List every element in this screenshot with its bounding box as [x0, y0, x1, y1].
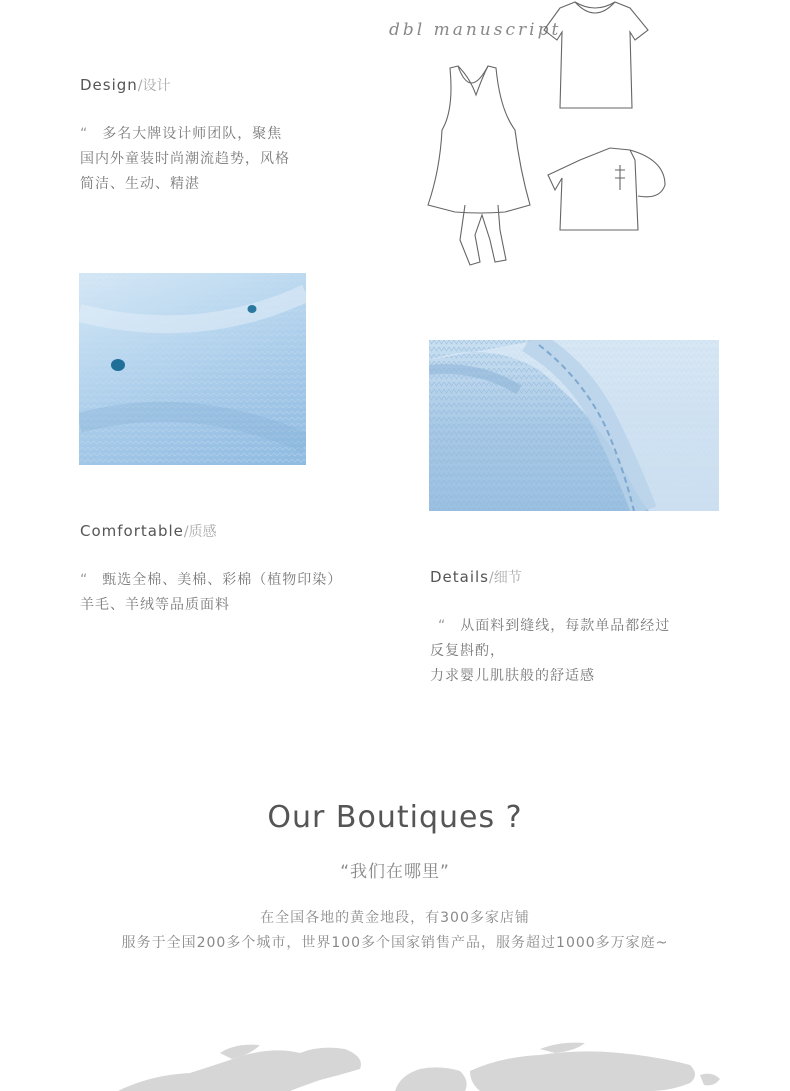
comfortable-title-cn: /质感	[183, 524, 217, 540]
boutiques-line-1: 在全国各地的黄金地段，有300多家店铺	[260, 910, 530, 926]
comfortable-description	[80, 568, 400, 618]
details-line-3: 力求婴儿肌肤般的舒适感	[430, 668, 595, 684]
print-dot	[248, 305, 257, 313]
details-line-2: 反复斟酌，	[430, 643, 505, 659]
design-description	[80, 122, 340, 197]
world-map-graphic	[0, 1035, 790, 1091]
details-title	[430, 567, 522, 587]
sketch-hoodie	[548, 148, 638, 230]
design-line-3: 简洁、生动、精湛	[80, 176, 200, 192]
details-line-1: 从面料到缝线，每款单品都经过	[460, 618, 671, 634]
sketch-label: dbl manuscript	[389, 20, 562, 40]
design-line-2: 国内外童装时尚潮流趋势，风格	[80, 151, 290, 167]
clothing-sketch-illustration	[420, 0, 680, 275]
details-title-en: Details	[430, 568, 490, 586]
quote-mark: “	[438, 618, 447, 634]
design-line-1: 多名大牌设计师团队，聚焦	[102, 126, 283, 142]
sketch-tshirt	[544, 2, 648, 108]
print-dot	[111, 359, 125, 371]
details-description	[430, 614, 730, 689]
quote-mark: “	[80, 572, 89, 588]
boutiques-title: Our Boutiques ?	[267, 800, 523, 835]
design-title-cn: /设计	[137, 78, 171, 94]
quote-mark: “	[80, 126, 89, 142]
comfortable-line-2: 羊毛、羊绒等品质面料	[80, 597, 230, 613]
boutiques-subtitle: “我们在哪里”	[340, 862, 450, 882]
comfortable-title	[80, 521, 217, 541]
design-title-en: Design	[80, 76, 138, 94]
sketch-leggings	[460, 205, 506, 265]
boutiques-line-2: 服务于全国200多个城市，世界100多个国家销售产品，服务超过1000多万家庭~	[121, 935, 669, 951]
fabric-image-printed	[79, 273, 306, 465]
details-title-cn: /细节	[489, 570, 522, 586]
comfortable-title-en: Comfortable	[80, 522, 184, 540]
fabric-image-seam-detail	[429, 340, 719, 511]
design-title	[80, 75, 171, 95]
comfortable-line-1: 甄选全棉、美棉、彩棉（植物印染）	[102, 572, 343, 588]
